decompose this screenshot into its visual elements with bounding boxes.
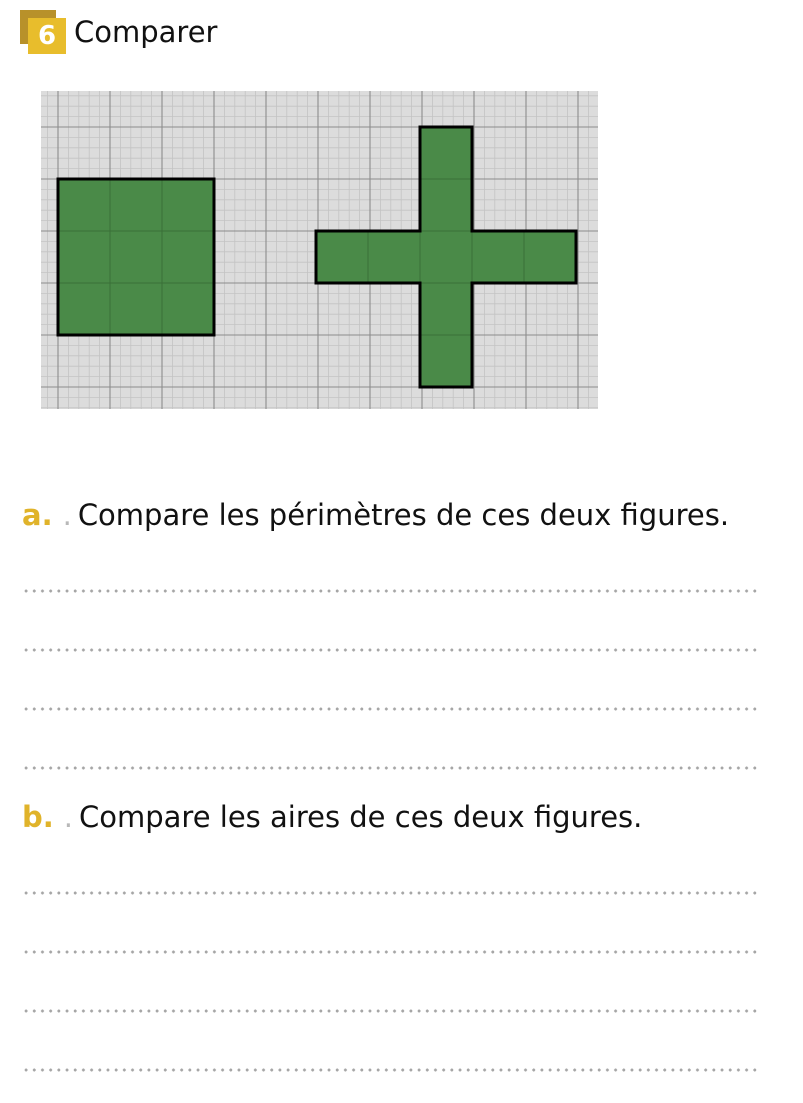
question-b bbox=[22, 797, 642, 837]
answer-line-a-3[interactable] bbox=[22, 707, 760, 711]
question-b-text: Compare les aires de ces deux figures. bbox=[79, 800, 643, 834]
answer-line-b-2[interactable] bbox=[22, 950, 760, 954]
question-a-letter: a. bbox=[22, 498, 53, 532]
question-a bbox=[22, 495, 729, 535]
square-figure bbox=[58, 179, 214, 335]
question-b-separator: . bbox=[63, 800, 73, 834]
answer-line-b-3[interactable] bbox=[22, 1009, 760, 1013]
grid-figure bbox=[41, 91, 598, 409]
square-fill bbox=[58, 179, 214, 335]
exercise-number: 6 bbox=[28, 18, 66, 54]
question-b-letter: b. bbox=[22, 800, 54, 834]
answer-line-a-1[interactable] bbox=[22, 589, 760, 593]
question-a-separator: . bbox=[62, 498, 72, 532]
answer-line-b-1[interactable] bbox=[22, 891, 760, 895]
exercise-number-badge bbox=[20, 10, 66, 54]
question-a-text: Compare les périmètres de ces deux figures. bbox=[77, 498, 730, 532]
exercise-header bbox=[20, 10, 217, 54]
answer-line-b-4[interactable] bbox=[22, 1068, 760, 1072]
answer-line-a-4[interactable] bbox=[22, 766, 760, 770]
exercise-title: Comparer bbox=[74, 15, 218, 49]
answer-line-a-2[interactable] bbox=[22, 648, 760, 652]
